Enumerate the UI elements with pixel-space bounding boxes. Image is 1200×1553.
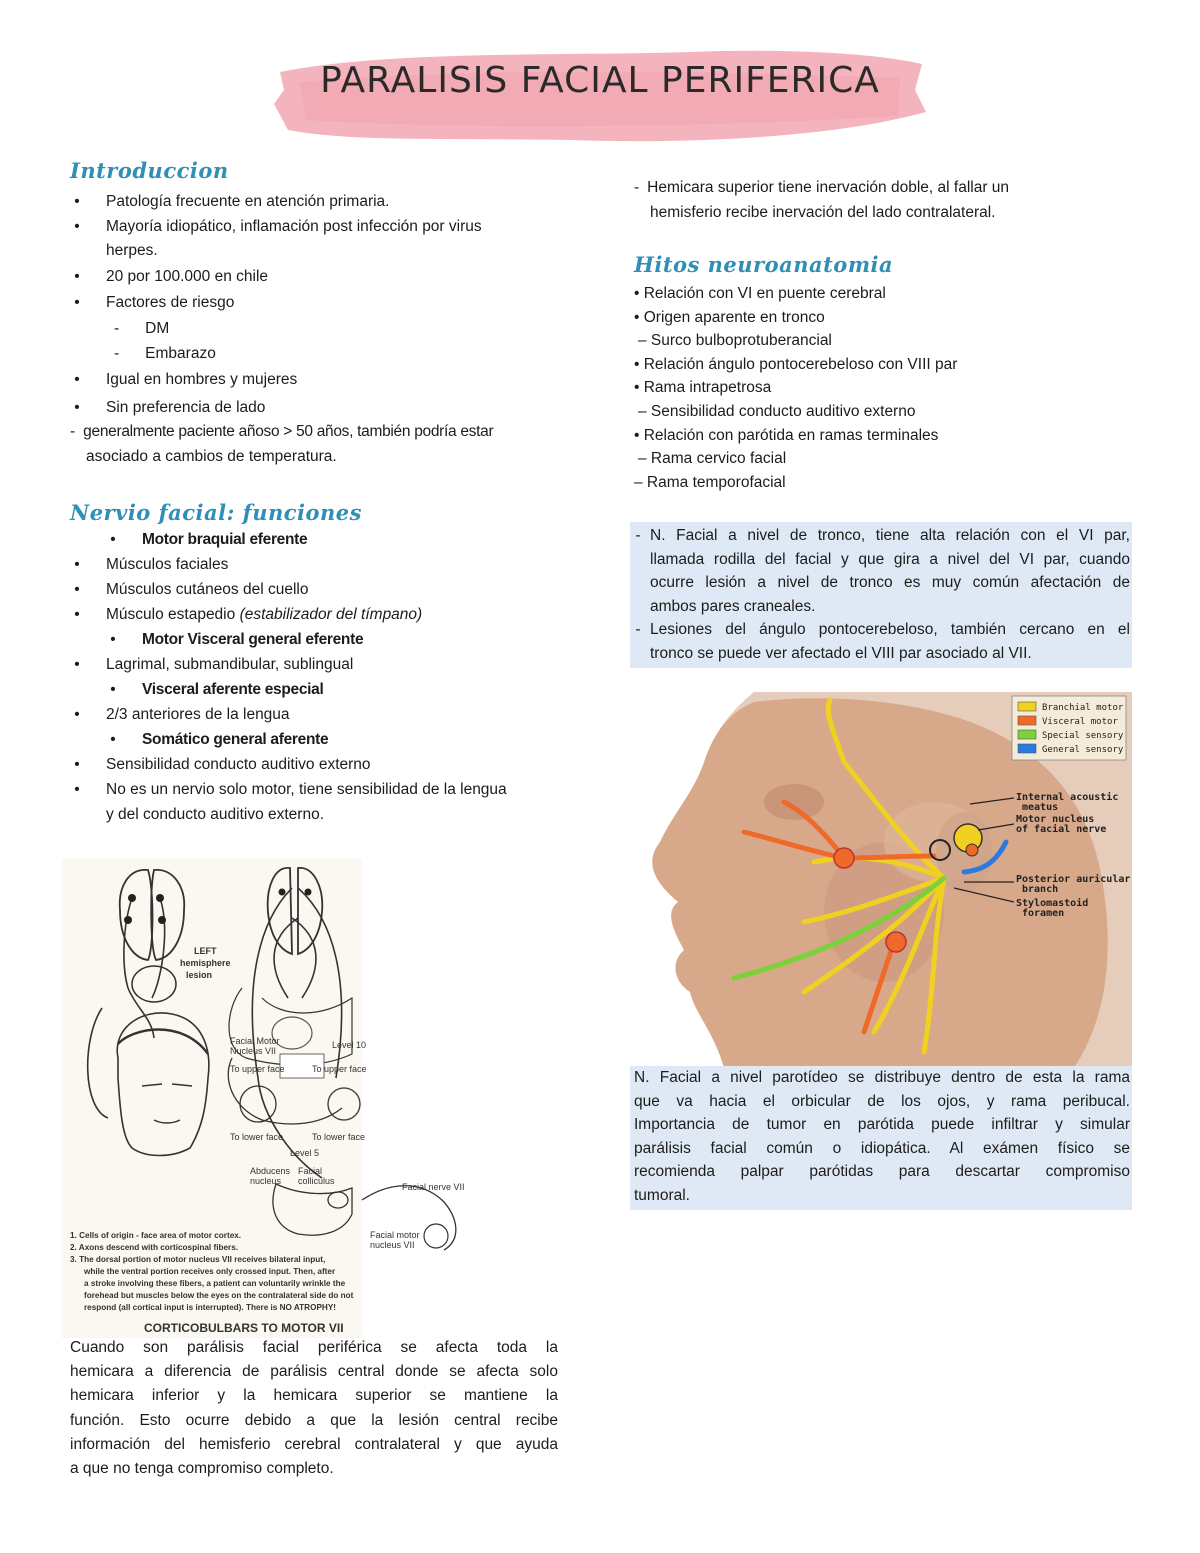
diagram-note: forehead but muscles below the eyes on the contralateral side do not [84, 1291, 354, 1300]
list-item-continuation: herpes. [106, 242, 158, 259]
list-item-continuation: y del conducto auditivo externo. [106, 806, 324, 823]
central-paralysis-paragraph: Cuando son parálisis facial periférica se afecta toda la hemicara a diferencia de parálisis central donde se afecta solo hemicara inferior y la hemicara superior se mantiene la función. Esto ocurre debido a que la lesión central recibe información del hemisferio cerebral contralateral y que ayuda a que no tenga compromiso completo. [70, 1339, 558, 1478]
facial-motor-label: Facial Motor [230, 1036, 280, 1046]
legend-label: Branchial motor [1042, 703, 1124, 713]
list-item: • Factores de riesgo [74, 294, 235, 311]
list-item: • Sensibilidad conducto auditivo externo [74, 756, 371, 773]
legend-swatch [1018, 702, 1036, 711]
figure-label: foramen [1022, 908, 1065, 919]
intro-list [70, 190, 570, 469]
lower-face-label: To lower face [312, 1132, 366, 1142]
function-category: • Visceral aferente especial [110, 681, 324, 698]
facial-nerve-anatomy-figure [634, 692, 1132, 1068]
funciones-heading: Nervio facial: funciones [70, 500, 362, 525]
function-category: • Motor braquial eferente [110, 531, 308, 548]
list-item: • Sin preferencia de lado [74, 398, 266, 416]
function-category: • Motor Visceral general eferente [110, 631, 364, 648]
pterygopalatine-ganglion [834, 848, 854, 868]
diagram-note: 2. Axons descend with corticospinal fibers. [70, 1243, 239, 1252]
facial-motor-nucleus-label: Facial motor [370, 1230, 420, 1240]
list-item: • Mayoría idiopático, inflamación post infección por virus [74, 217, 482, 235]
hemicara-note: - Hemicara superior tiene inervación doble, al fallar un hemisferio recibe inervación del lado contralateral. [634, 179, 1010, 221]
legend-swatch [1018, 716, 1036, 725]
figure-label: of facial nerve [1016, 824, 1107, 835]
facial-motor-nucleus-label: nucleus VII [370, 1240, 415, 1250]
lesion-label: hemisphere [180, 958, 231, 968]
list-item: • Músculo estapedio (estabilizador del tímpano) [74, 606, 423, 623]
lower-face-label: To lower face [230, 1132, 284, 1142]
legend-swatch [1018, 744, 1036, 753]
facial-colliculus-label: colliculus [298, 1176, 335, 1186]
diagram-note: while the ventral portion receives only crossed input. Then, after [84, 1267, 336, 1276]
diagram-note: respond (all cortical input is interrupted). There is NO ATROPHY! [84, 1303, 337, 1312]
list-item: • Patología frecuente en atención primaria. [74, 193, 390, 210]
intro-heading: Introduccion [70, 158, 229, 183]
level-label: Level 5 [290, 1148, 320, 1158]
legend-label: Visceral motor [1042, 717, 1118, 727]
note-line: - generalmente paciente añoso > 50 años, también podría estar [70, 423, 494, 440]
list-item: • Músculos cutáneos del cuello [74, 581, 309, 598]
abducens-label: Abducens [250, 1166, 291, 1176]
facial-motor-label: Nucleus VII [230, 1046, 277, 1056]
corticobulbar-diagram [62, 858, 367, 1338]
sub-list-item: - Embarazo [114, 344, 216, 362]
figure-label: Posterior auricular [1016, 874, 1131, 885]
parotid-note-text: N. Facial a nivel parotídeo se distribuye dentro de esta la rama que va hacia el orbicular de los ojos, y rama peribucal. Importancia de tumor en parótida puede infiltrar y simular parálisis facial común o idiopática. Al exámen físico se recomienda palpar parótidas para descartar compromiso tumoral. [634, 1069, 1130, 1204]
upper-face-label: To upper face [230, 1064, 285, 1074]
function-category: • Somático general aferente [110, 731, 329, 748]
figure-label: meatus [1022, 802, 1059, 813]
facial-colliculus-label: Facial [298, 1166, 323, 1176]
facial-nerve-label: Facial nerve VII [402, 1182, 465, 1192]
page-title: PARALISIS FACIAL PERIFERICA [320, 60, 880, 101]
sub-list-item: - DM [114, 320, 170, 337]
diagram-note: 3. The dorsal portion of motor nucleus VII receives bilateral input, [70, 1255, 326, 1264]
upper-face-label: To upper face [312, 1064, 367, 1074]
hitos-heading: Hitos neuroanatomia [634, 252, 894, 277]
list-item: • Músculos faciales [74, 556, 229, 573]
figure-label: Stylomastoid [1016, 898, 1089, 909]
legend-label: General sensory [1042, 745, 1124, 755]
figure-label: Motor nucleus [1016, 814, 1095, 825]
list-item: • Relación con VI en puente cerebral [634, 285, 886, 302]
funciones-list [70, 528, 570, 828]
list-item: • Relación ángulo pontocerebeloso con VIII par [634, 355, 958, 373]
sub-list-item: – Rama temporofacial [634, 473, 786, 491]
lesion-label: LEFT [194, 946, 217, 956]
figure-label: Internal acoustic [1016, 792, 1119, 803]
abducens-label: nucleus [250, 1176, 282, 1186]
list-item: • Origen aparente en tronco [634, 308, 825, 326]
submandibular-ganglion [886, 932, 906, 952]
list-item: • Lagrimal, submandibular, sublingual [74, 656, 354, 673]
corticobulbar-diagram-right-part [362, 1160, 562, 1270]
figure-label: branch [1022, 884, 1059, 895]
list-item: • 20 por 100.000 en chile [74, 268, 269, 285]
lesion-label: lesion [186, 970, 213, 980]
list-item: • Igual en hombres y mujeres [74, 370, 298, 388]
level-label: Level 10 [332, 1040, 367, 1050]
hitos-list [634, 282, 1134, 494]
note-line: asociado a cambios de temperatura. [86, 447, 337, 465]
list-item: • No es un nervio solo motor, tiene sensibilidad de la lengua [74, 781, 507, 798]
sub-list-item: – Sensibilidad conducto auditivo externo [638, 402, 916, 420]
tronco-note-text: - N. Facial a nivel de tronco, tiene alta relación con el VI par, llamada rodilla del facial y que gira a nivel del VI par, cuando ocurre lesión a nivel de tronco es muy común afectación de ambos pares craneales. - Lesiones del ángulo pontocerebeloso, también cercano en el tronco se puede ver afectado el VIII par asociado al VII. [635, 527, 1130, 662]
diagram-note: 1. Cells of origin - face area of motor cortex. [70, 1231, 242, 1240]
list-item: • 2/3 anteriores de la lengua [74, 706, 290, 723]
list-item: • Rama intrapetrosa [634, 379, 772, 397]
diagram-caption: CORTICOBULBARS TO MOTOR VII [144, 1321, 344, 1335]
legend-label: Special sensory [1042, 731, 1124, 741]
list-item: • Relación con parótida en ramas terminales [634, 426, 939, 444]
sub-list-item: – Rama cervico facial [638, 450, 787, 468]
diagram-note: a stroke involving these fibers, a patient can voluntarily wrinkle the [84, 1279, 346, 1288]
legend-swatch [1018, 730, 1036, 739]
sub-list-item: – Surco bulboprotuberancial [638, 332, 832, 350]
